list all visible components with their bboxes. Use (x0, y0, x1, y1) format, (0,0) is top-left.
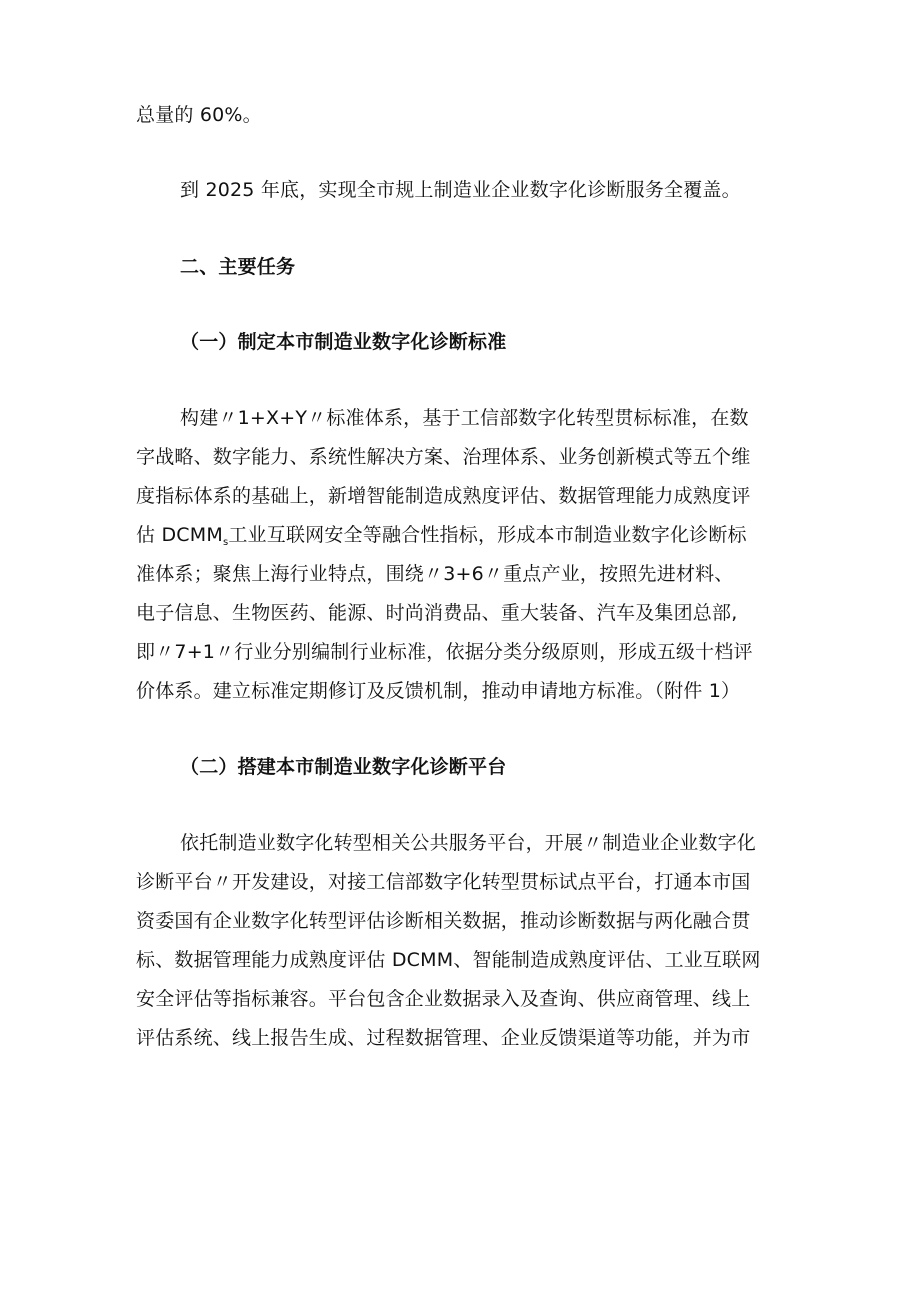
task1-line-1: 构建〃1+X+Y〃标准体系，基于工信部数字化转型贯标标准，在数 (180, 407, 749, 429)
task1-line-4-rest: 工业互联网安全等融合性指标，形成本市制造业数字化诊断标 (228, 524, 747, 546)
paragraph-target: 到 2025 年底，实现全市规上制造业企业数字化诊断服务全覆盖。 (180, 179, 741, 201)
task2-line-1: 依托制造业数字化转型相关公共服务平台，开展〃制造业企业数字化 (180, 832, 757, 854)
task1-line-4-prefix: 估 DCMM (136, 524, 223, 546)
heading-task-1: （一）制定本市制造业数字化诊断标准 (180, 331, 507, 353)
heading-main-tasks: 二、主要任务 (180, 256, 296, 278)
task2-line-3: 资委国有企业数字化转型评估诊断相关数据，推动诊断数据与两化融合贯 (136, 910, 751, 932)
task2-line-6: 评估系统、线上报告生成、过程数据管理、企业反馈渠道等功能，并为市 (136, 1027, 751, 1049)
task1-line-3: 度指标体系的基础上，新增智能制造成熟度评估、数据管理能力成熟度评 (136, 485, 751, 507)
task2-line-2: 诊断平台〃开发建设，对接工信部数字化转型贯标试点平台，打通本市国 (136, 871, 751, 893)
task1-line-6: 电子信息、生物医药、能源、时尚消费品、重大装备、汽车及集团总部, (136, 602, 738, 624)
heading-task-2: （二）搭建本市制造业数字化诊断平台 (180, 756, 507, 778)
task1-line-4 (136, 521, 747, 557)
paragraph-intro-end: 总量的 60%。 (136, 104, 262, 126)
task2-line-5: 安全评估等指标兼容。平台包含企业数据录入及查询、供应商管理、线上 (136, 988, 751, 1010)
task1-line-8: 价体系。建立标准定期修订及反馈机制，推动申请地方标准。（附件 1） (136, 680, 741, 702)
task1-line-2: 字战略、数字能力、系统性解决方案、治理体系、业务创新模式等五个维 (136, 446, 751, 468)
task2-line-4: 标、数据管理能力成熟度评估 DCMM、智能制造成熟度评估、工业互联网 (136, 949, 761, 971)
task1-line-4-subscript: s (222, 537, 229, 548)
task1-line-5: 准体系；聚焦上海行业特点，围绕〃3+6〃重点产业，按照先进材料、 (136, 563, 734, 585)
task1-line-7: 即〃7+1〃行业分别编制行业标准，依据分类分级原则，形成五级十档评 (136, 641, 753, 663)
